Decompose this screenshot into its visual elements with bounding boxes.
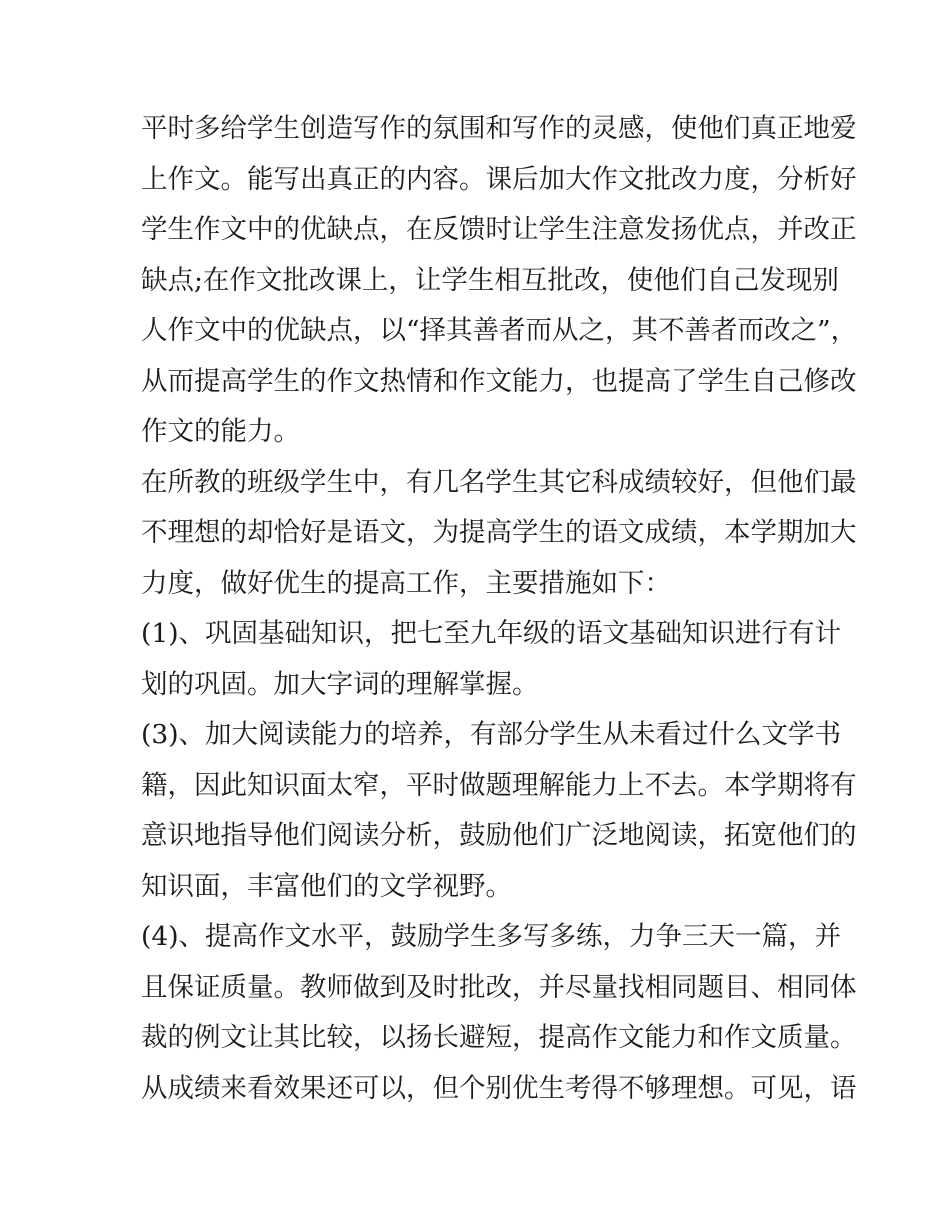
text-line: 划的巩固。加大字词的理解掌握。 bbox=[141, 668, 539, 700]
text-line: 上作文。能写出真正的内容。课后加大作文批改力度，分析好 bbox=[141, 163, 857, 195]
text-line: 知识面，丰富他们的文学视野。 bbox=[141, 870, 512, 902]
text-line: 缺点;在作文批改课上，让学生相互批改，使他们自己发现别 bbox=[141, 264, 839, 296]
text-line: 不理想的却恰好是语文，为提高学生的语文成绩，本学期加大 bbox=[141, 517, 857, 548]
text-line: 力度，做好优生的提高工作，主要措施如下： bbox=[141, 567, 671, 599]
text-line: 从成绩来看效果还可以，但个别优生考得不够理想。可见，语 bbox=[141, 1072, 857, 1104]
list-item-reading-ability bbox=[141, 710, 857, 912]
text-line: 且保证质量。教师做到及时批改，并尽量找相同题目、相同体 bbox=[141, 971, 857, 1003]
text-line: (3)、加大阅读能力的培养，有部分学生从未看过什么文学书 bbox=[141, 719, 842, 750]
text-line: 学生作文中的优缺点，在反馈时让学生注意发扬优点，并改正 bbox=[141, 214, 857, 245]
text-line: 在所教的班级学生中，有几名学生其它科成绩较好，但他们最 bbox=[141, 466, 857, 498]
list-item-writing-level bbox=[141, 912, 857, 1114]
text-line: (1)、巩固基础知识，把七至九年级的语文基础知识进行有计 bbox=[141, 618, 842, 649]
text-line: 意识地指导他们阅读分析，鼓励他们广泛地阅读，拓宽他们的 bbox=[141, 820, 857, 851]
list-item-basic-knowledge bbox=[141, 609, 842, 710]
text-line: 作文的能力。 bbox=[141, 416, 300, 447]
text-line: 裁的例文让其比较，以扬长避短，提高作文能力和作文质量。 bbox=[141, 1022, 857, 1053]
text-line: 人作文中的优缺点，以“择其善者而从之，其不善者而改之”， bbox=[141, 315, 858, 346]
text-line: 从而提高学生的作文热情和作文能力，也提高了学生自己修改 bbox=[141, 365, 857, 397]
text-line: 籍，因此知识面太窄，平时做题理解能力上不去。本学期将有 bbox=[141, 769, 857, 801]
text-line: 平时多给学生创造写作的氛围和写作的灵感，使他们真正地爱 bbox=[141, 113, 857, 144]
text-line: (4)、提高作文水平，鼓励学生多写多练，力争三天一篇，并 bbox=[141, 921, 842, 952]
paragraph-writing-atmosphere bbox=[141, 104, 858, 458]
document-body bbox=[141, 104, 858, 1114]
paragraph-top-students bbox=[141, 458, 857, 610]
